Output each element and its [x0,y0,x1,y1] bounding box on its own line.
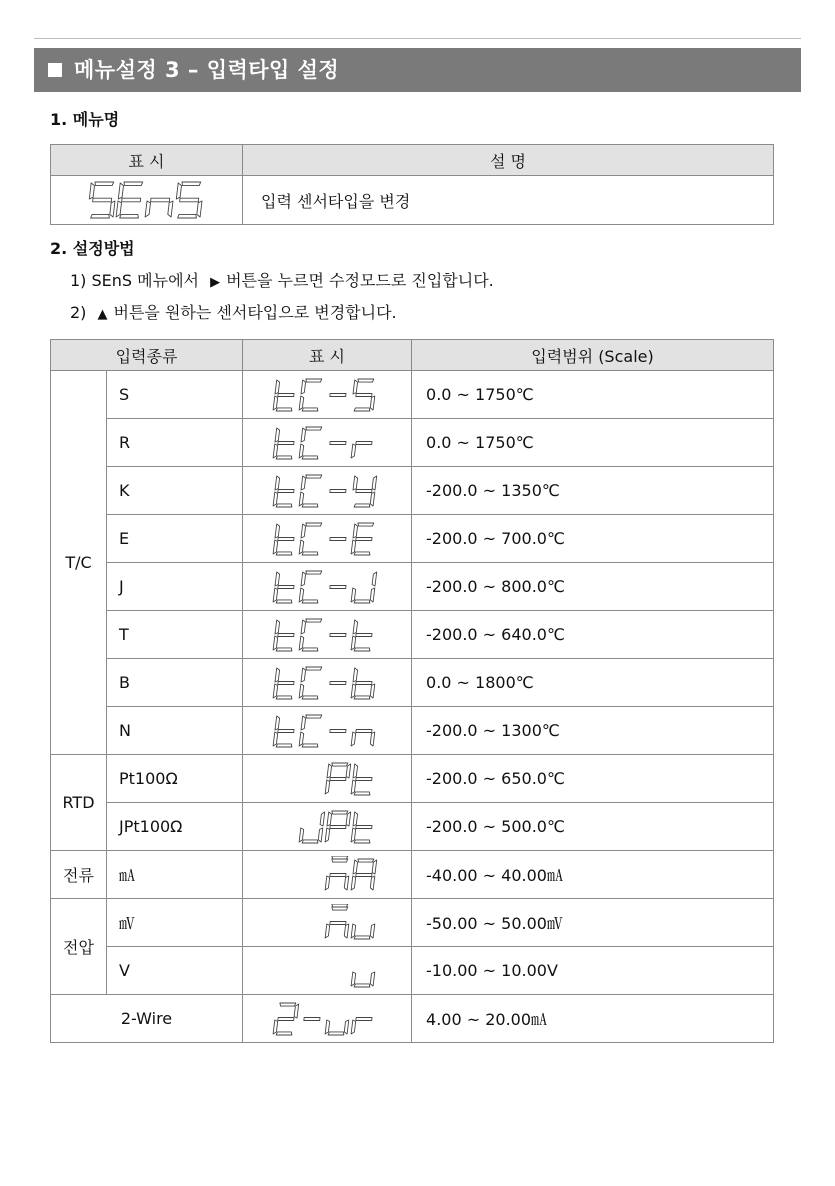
type-ma: ㎃ [107,851,243,899]
header-display: 표 시 [243,340,412,371]
segment-a [306,715,322,718]
segment-f [301,668,306,682]
segment-c [344,924,349,938]
group-voltage: 전압 [51,899,107,995]
seven-segment-display [271,712,383,750]
display-tc-r [243,419,412,467]
segment-a [332,763,348,766]
header-description: 설 명 [243,145,774,176]
step-2 [70,300,397,323]
menu-description: 입력 센서타입을 변경 [243,176,774,225]
segment-f [353,812,358,826]
segment-g [356,873,372,876]
segment-c [370,924,375,938]
segment-g [304,1017,320,1020]
segment-d [276,407,292,410]
segment-a [306,523,322,526]
segment-g [356,441,372,444]
segment-f [353,764,358,778]
range-r: 0.0 ~ 1750℃ [412,419,774,467]
seven-segment-display [271,760,383,798]
seven-segment-display [271,376,383,414]
type-jpt100: JPt100Ω [107,803,243,851]
segment-f [301,620,306,634]
segment-f [353,620,358,634]
segment-f [89,183,94,199]
segment-f [301,572,306,586]
segment-c [370,588,375,602]
segment-d [302,647,318,650]
segment-c [318,828,323,842]
segment-e [351,876,356,890]
segment-a [95,182,114,186]
seven-segment-display [271,424,383,462]
step-2-after: 버튼을 원하는 센서타입으로 변경합니다. [113,303,397,322]
input-range-table [50,339,774,1043]
type-k: K [107,467,243,515]
seven-segment-display [271,568,383,606]
segment-f [275,620,280,634]
segment-g [92,198,111,202]
segment-g [330,729,346,732]
type-pt100: Pt100Ω [107,755,243,803]
seven-segment-display [271,856,383,894]
segment-d [354,407,370,410]
segment-f [275,380,280,394]
segment-d [302,599,318,602]
segment-f [353,380,358,394]
segment-d [354,839,370,842]
top-divider [34,38,801,39]
display-tc-e [243,515,412,563]
segment-e [325,780,330,794]
segment-c [370,492,375,506]
segment-g [330,873,346,876]
segment-g [330,633,346,636]
segment-a [306,667,322,670]
segment-f [327,764,332,778]
segment-f [353,524,358,538]
segment-d [302,407,318,410]
segment-g [356,537,372,540]
segment-f [301,716,306,730]
segment-c [344,876,349,890]
segment-d [354,695,370,698]
segment-f [301,524,306,538]
segment-a [306,571,322,574]
range-v: -10.00 ~ 10.00V [412,947,774,995]
range-2wire: 4.00 ~ 20.00㎃ [412,995,774,1043]
segment-f [275,476,280,490]
segment-d [302,551,318,554]
type-r: R [107,419,243,467]
segment-a [358,523,374,526]
type-n: N [107,707,243,755]
segment-a [306,475,322,478]
segment-d [354,551,370,554]
segment-e [145,201,150,217]
segment-f [327,812,332,826]
display-2wire [243,995,412,1043]
segment-g [356,825,372,828]
type-s: S [107,371,243,419]
segment-d [177,214,196,218]
type-b: B [107,659,243,707]
seven-segment-display [271,664,383,702]
segment-c [196,201,201,217]
segment-e [351,732,356,746]
segment-a [332,811,348,814]
segment-d [276,455,292,458]
type-j: J [107,563,243,611]
display-tc-n [243,707,412,755]
segment-d [354,647,370,650]
menu-name-heading: 1. 메뉴명 [50,110,120,129]
segment-g [278,729,294,732]
seven-segment-display [271,904,383,942]
segment-g [330,825,346,828]
section-banner [34,48,801,92]
up-arrow-icon: ▲ [97,307,108,322]
segment-d [276,1031,292,1034]
segment-f [118,183,123,199]
segment-g [278,489,294,492]
menu-name-table [50,144,774,225]
segment-d [354,983,370,986]
segment-b [372,476,377,490]
segment-g [356,681,372,684]
segment-f [275,572,280,586]
seven-segment-display [271,808,383,846]
range-jpt100: -200.0 ~ 500.0℃ [412,803,774,851]
segment-d [302,503,318,506]
step-1-num: 1) [70,271,87,290]
segment-g [356,729,372,732]
header-input-type: 입력종류 [51,340,243,371]
range-j: -200.0 ~ 800.0℃ [412,563,774,611]
segment-g [356,489,372,492]
segment-f [275,668,280,682]
group-tc: T/C [51,371,107,755]
segment-d [276,647,292,650]
segment-d [302,695,318,698]
segment-g [330,537,346,540]
setting-method-heading: 2. 설정방법 [50,239,135,258]
segment-g [356,777,372,780]
segment-d [276,599,292,602]
segment-f [275,716,280,730]
type-t: T [107,611,243,659]
segment-f [275,524,280,538]
menu-display-cell [51,176,243,225]
segment-e [325,876,330,890]
range-k: -200.0 ~ 1350℃ [412,467,774,515]
segment-c [370,396,375,410]
display-pt [243,755,412,803]
display-tc-s [243,371,412,419]
segment-g [278,1017,294,1020]
segment-a [358,859,374,862]
type-v: V [107,947,243,995]
range-s: 0.0 ~ 1750℃ [412,371,774,419]
range-n: -200.0 ~ 1300℃ [412,707,774,755]
segment-a [358,379,374,382]
segment-g [278,633,294,636]
segment-c [344,1020,349,1034]
segment-d [354,935,370,938]
segment-e [351,1020,356,1034]
segment-g [356,633,372,636]
segment-g [179,198,198,202]
segment-b [320,812,325,826]
segment-f [301,380,306,394]
segment-g [278,393,294,396]
seven-segment-display [271,952,383,990]
segment-g [330,489,346,492]
step-2-num: 2) [70,303,87,322]
step-1-before: SEnS 메뉴에서 [91,271,199,290]
seven-segment-display [271,616,383,654]
segment-e [325,924,330,938]
group-rtd: RTD [51,755,107,851]
segment-a [124,182,143,186]
segment-e [325,828,330,842]
range-e: -200.0 ~ 700.0℃ [412,515,774,563]
segment-d [276,551,292,554]
segment-a [182,182,201,186]
square-bullet-icon [48,63,62,77]
segment-c [370,972,375,986]
step-1 [70,268,494,291]
segment-f [275,428,280,442]
display-ma [243,851,412,899]
segment-d [276,695,292,698]
segment-d [354,503,370,506]
segment-d [302,455,318,458]
segment-g [330,921,346,924]
segment-d [302,743,318,746]
segment-g [356,1017,372,1020]
seven-segment-display [271,520,383,558]
segment-b [372,572,377,586]
segment-g [150,198,169,202]
segment-a [280,1003,296,1006]
segment-d [354,791,370,794]
segment-g [356,393,372,396]
segment-g [278,441,294,444]
segment-g [278,681,294,684]
segment-f [301,476,306,490]
segment-f [353,476,358,490]
range-pt100: -200.0 ~ 650.0℃ [412,755,774,803]
segment-d [90,214,109,218]
segment-e [351,444,356,458]
segment-f [353,668,358,682]
display-tc-t [243,611,412,659]
step-1-after: 버튼을 누르면 수정모드로 진입합니다. [226,271,494,290]
range-b: 0.0 ~ 1800℃ [412,659,774,707]
segment-c [167,201,172,217]
header-display: 표 시 [51,145,243,176]
segment-a [306,619,322,622]
segment-c [370,684,375,698]
segment-f [353,860,358,874]
segment-f [301,428,306,442]
segment-g [330,777,346,780]
segment-c [370,732,375,746]
display-v [243,947,412,995]
segment-a [306,379,322,382]
display-tc-j [243,563,412,611]
seven-segment-display [271,1000,383,1038]
segment-d [119,214,138,218]
display-mv [243,899,412,947]
segment-c [370,876,375,890]
header-input-range: 입력범위 (Scale) [412,340,774,371]
segment-g [330,681,346,684]
segment-d [276,503,292,506]
display-tc-b [243,659,412,707]
type-mv: ㎷ [107,899,243,947]
segment-d [302,839,318,842]
seven-segment-display [271,472,383,510]
segment-d [328,1031,344,1034]
display-jpt [243,803,412,851]
group-current: 전류 [51,851,107,899]
segment-d [276,743,292,746]
segment-g [330,585,346,588]
segment-g [278,537,294,540]
segment-g [330,441,346,444]
segment-f [176,183,181,199]
segment-a [306,427,322,430]
banner-title: 메뉴설정 3 – 입력타입 설정 [74,58,340,82]
segment-d [354,599,370,602]
range-t: -200.0 ~ 640.0℃ [412,611,774,659]
range-ma: -40.00 ~ 40.00㎃ [412,851,774,899]
sens-seven-segment [85,179,209,221]
display-tc-k [243,467,412,515]
type-2wire: 2-Wire [51,995,243,1043]
segment-g [278,585,294,588]
right-arrow-icon: ▶ [210,275,221,290]
segment-g [121,198,140,202]
type-e: E [107,515,243,563]
segment-g [330,393,346,396]
range-mv: -50.00 ~ 50.00㎷ [412,899,774,947]
segment-c [109,201,114,217]
